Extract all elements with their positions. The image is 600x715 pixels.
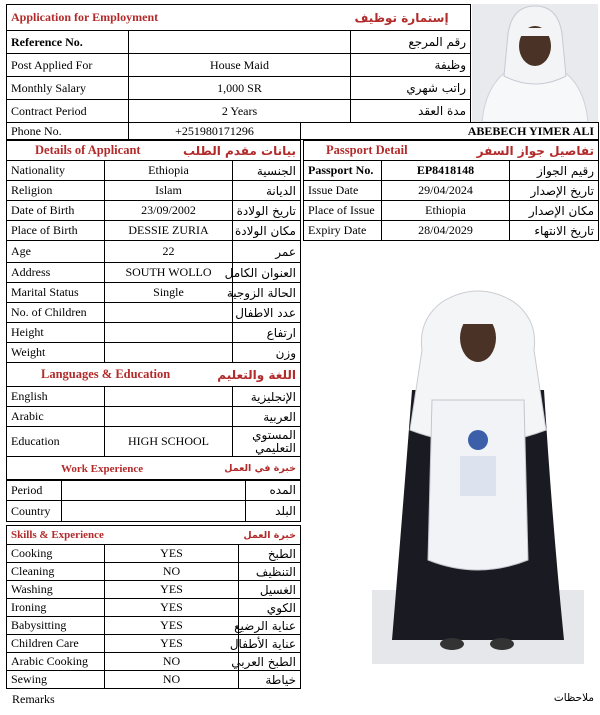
detail-label: Date of Birth: [7, 201, 105, 221]
work-label: Period: [7, 480, 62, 501]
detail-value: [105, 323, 233, 343]
work-label-ar: البلد: [246, 501, 301, 522]
detail-value: 23/09/2002: [105, 201, 233, 221]
skill-label: Washing: [7, 581, 105, 599]
detail-row: [7, 283, 301, 303]
work-value: [62, 501, 246, 522]
detail-label: Nationality: [7, 161, 105, 181]
passport-title-ar: تفاصيل جواز السفر: [510, 141, 599, 161]
detail-row: [7, 181, 301, 201]
info-value: [129, 31, 351, 54]
info-label-ar: وظيفة: [351, 54, 471, 77]
work-label: Country: [7, 501, 62, 522]
info-value: 1,000 SR: [129, 77, 351, 100]
passport-label: Place of Issue: [304, 201, 382, 221]
work-row: [7, 480, 301, 501]
work-title: Work Experience: [7, 457, 233, 481]
detail-row: [7, 201, 301, 221]
skill-label: Cooking: [7, 545, 105, 563]
details-title: Details of Applicant: [7, 141, 233, 161]
language-label: Arabic: [7, 407, 105, 427]
skill-label-ar: خياطة: [239, 671, 301, 689]
skill-label-ar: عناية الرضيع: [239, 617, 301, 635]
detail-row: [7, 323, 301, 343]
languages-title-ar: اللغة والتعليم: [233, 363, 301, 387]
passport-table: [303, 140, 599, 241]
detail-label-ar: عمر: [233, 241, 301, 263]
language-label: English: [7, 387, 105, 407]
applicant-details-table: [6, 140, 301, 481]
detail-label-ar: العنوان الكامل: [233, 263, 301, 283]
detail-row: [7, 221, 301, 241]
work-title-ar: خبرة في العمل: [233, 457, 301, 481]
skill-row: [7, 545, 301, 563]
info-row: [7, 54, 471, 77]
passport-value: 29/04/2024: [382, 181, 510, 201]
detail-label: Address: [7, 263, 105, 283]
details-title-ar: بيانات مقدم الطلب: [233, 141, 301, 161]
skill-label: Sewing: [7, 671, 105, 689]
info-label: Monthly Salary: [7, 77, 129, 100]
language-value: [105, 387, 233, 407]
passport-title: Passport Detail: [304, 141, 510, 161]
detail-label-ar: عدد الاطفال: [233, 303, 301, 323]
language-value: HIGH SCHOOL: [105, 427, 233, 457]
info-value: 2 Years: [129, 100, 351, 123]
skill-row: [7, 653, 301, 671]
language-row: [7, 427, 301, 457]
passport-label-ar: مكان الإصدار: [510, 201, 599, 221]
info-row: [7, 31, 471, 54]
skill-label-ar: الطبخ العربي: [239, 653, 301, 671]
skill-value: YES: [105, 635, 239, 653]
remarks-label-ar: ملاحظات: [553, 692, 594, 704]
skill-value: NO: [105, 563, 239, 581]
skill-row: [7, 581, 301, 599]
info-value: House Maid: [129, 54, 351, 77]
skill-value: YES: [105, 599, 239, 617]
detail-row: [7, 343, 301, 363]
detail-label: Marital Status: [7, 283, 105, 303]
skill-label-ar: الطبخ: [239, 545, 301, 563]
detail-value: SOUTH WOLLO: [105, 263, 233, 283]
detail-row: [7, 161, 301, 181]
phone-label: Phone No.: [7, 123, 129, 140]
info-row: [7, 77, 471, 100]
skill-row: [7, 563, 301, 581]
skill-label: Ironing: [7, 599, 105, 617]
work-label-ar: المده: [246, 480, 301, 501]
skill-value: YES: [105, 581, 239, 599]
info-label: Reference No.: [7, 31, 129, 54]
detail-label: Height: [7, 323, 105, 343]
info-label: Post Applied For: [7, 54, 129, 77]
passport-label-ar: تاريخ الإصدار: [510, 181, 599, 201]
skill-label: Babysitting: [7, 617, 105, 635]
phone-value: +251980171296: [129, 123, 301, 140]
skill-row: [7, 599, 301, 617]
language-label-ar: الإنجليزية: [233, 387, 301, 407]
language-label-ar: العربية: [233, 407, 301, 427]
languages-title: Languages & Education: [7, 363, 233, 387]
skill-value: NO: [105, 653, 239, 671]
detail-label-ar: الجنسية: [233, 161, 301, 181]
header-table: [6, 4, 471, 123]
detail-label-ar: ارتفاع: [233, 323, 301, 343]
skill-row: [7, 617, 301, 635]
work-experience-table: [6, 479, 301, 522]
passport-value: 28/04/2029: [382, 221, 510, 241]
info-label-ar: رقم المرجع: [351, 31, 471, 54]
skill-label: Arabic Cooking: [7, 653, 105, 671]
skill-value: YES: [105, 617, 239, 635]
info-row: [7, 100, 471, 123]
detail-label-ar: تاريخ الولادة: [233, 201, 301, 221]
skill-value: YES: [105, 545, 239, 563]
remarks-row: [6, 690, 598, 710]
skill-label-ar: التنظيف: [239, 563, 301, 581]
work-row: [7, 501, 301, 522]
detail-value: DESSIE ZURIA: [105, 221, 233, 241]
skill-label-ar: عناية الأطفال: [239, 635, 301, 653]
passport-row: [304, 201, 599, 221]
skill-label: Children Care: [7, 635, 105, 653]
passport-label: Passport No.: [304, 161, 382, 181]
detail-row: [7, 303, 301, 323]
skill-label: Cleaning: [7, 563, 105, 581]
passport-label: Expiry Date: [304, 221, 382, 241]
passport-row: [304, 161, 599, 181]
skill-label-ar: الكوي: [239, 599, 301, 617]
detail-label: Place of Birth: [7, 221, 105, 241]
skill-row: [7, 635, 301, 653]
form-title: Application for Employment: [7, 5, 351, 31]
language-label-ar: المستوي التعليمي: [233, 427, 301, 457]
passport-row: [304, 221, 599, 241]
passport-label: Issue Date: [304, 181, 382, 201]
language-value: [105, 407, 233, 427]
detail-value: 22: [105, 241, 233, 263]
work-value: [62, 480, 246, 501]
skills-title: Skills & Experience: [7, 526, 239, 545]
detail-label: Religion: [7, 181, 105, 201]
skill-value: NO: [105, 671, 239, 689]
language-row: [7, 387, 301, 407]
skill-row: [7, 671, 301, 689]
language-label: Education: [7, 427, 105, 457]
phone-table: [6, 122, 599, 140]
detail-label-ar: الديانة: [233, 181, 301, 201]
headshot-photo: [472, 4, 598, 122]
skills-title-ar: خبرة العمل: [239, 526, 301, 545]
detail-label: Weight: [7, 343, 105, 363]
passport-value: EP8418148: [382, 161, 510, 181]
passport-label-ar: رقيم الجواز: [510, 161, 599, 181]
detail-label: No. of Children: [7, 303, 105, 323]
detail-value: Single: [105, 283, 233, 303]
detail-label-ar: وزن: [233, 343, 301, 363]
skill-label-ar: الغسيل: [239, 581, 301, 599]
skills-table: [6, 525, 301, 689]
language-row: [7, 407, 301, 427]
detail-row: [7, 263, 301, 283]
passport-row: [304, 181, 599, 201]
form-title-ar: إستمارة توظيف: [351, 5, 471, 31]
detail-row: [7, 241, 301, 263]
remarks-label: Remarks: [12, 692, 55, 706]
full-body-photo: [372, 280, 584, 664]
detail-label-ar: مكان الولادة: [233, 221, 301, 241]
detail-value: [105, 343, 233, 363]
detail-value: Ethiopia: [105, 161, 233, 181]
detail-value: [105, 303, 233, 323]
detail-label: Age: [7, 241, 105, 263]
detail-value: Islam: [105, 181, 233, 201]
detail-label-ar: الحالة الزوجية: [233, 283, 301, 303]
info-label: Contract Period: [7, 100, 129, 123]
passport-label-ar: تاريخ الانتهاء: [510, 221, 599, 241]
applicant-name: ABEBECH YIMER ALI: [301, 123, 599, 140]
info-label-ar: مدة العقد: [351, 100, 471, 123]
info-label-ar: راتب شهري: [351, 77, 471, 100]
passport-value: Ethiopia: [382, 201, 510, 221]
